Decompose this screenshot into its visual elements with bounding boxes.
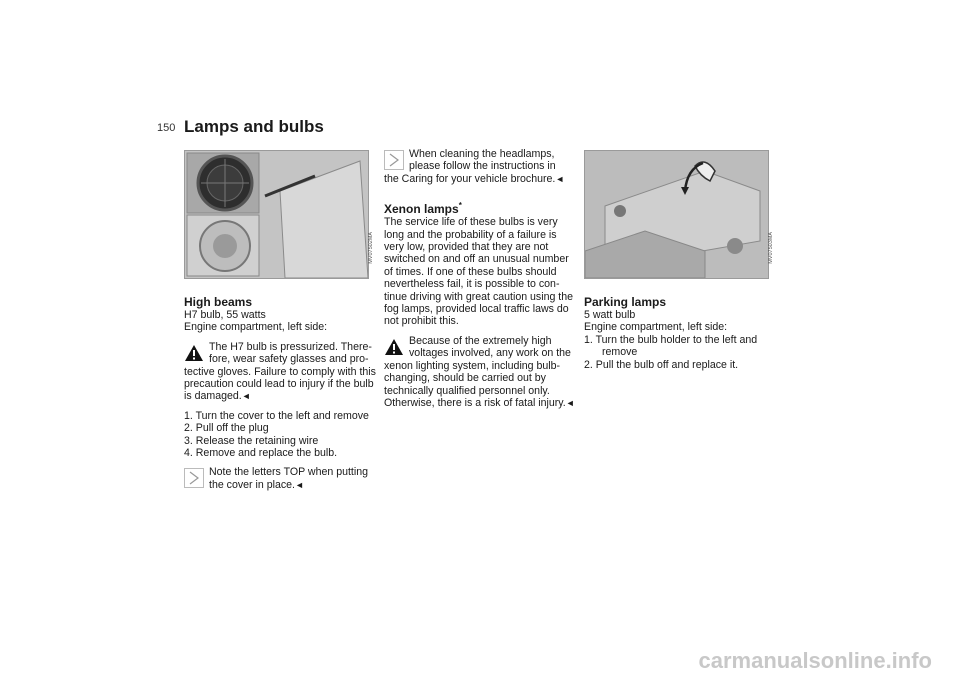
high-beam-photo (184, 150, 369, 279)
warning-line-1: The H7 bulb is pressurized. There- (209, 340, 372, 353)
top-letters-note (184, 466, 379, 491)
end-mark: ◄ (555, 173, 565, 184)
page-number: 150 (157, 122, 176, 134)
xenon-lamps-heading (384, 199, 577, 216)
photo-code: MV07503MA (768, 232, 774, 264)
list-item: 1. Turn the bulb holder to the left and remove (584, 333, 758, 359)
parking-lamps-spec: 5 watt bulb (584, 309, 636, 321)
xenon-warning (384, 335, 577, 409)
engine-bay-illustration (585, 151, 768, 278)
note-line-2: the cover in place. (209, 478, 295, 491)
high-beams-heading: High beams (184, 295, 253, 309)
warning-icon (184, 343, 204, 363)
warning-text: xenon lighting system, including bulb-changing, should be carried out by technically qualified personnel only. Otherwise, there is a risk of fatal injury. (384, 359, 566, 409)
high-beams-spec: H7 bulb, 55 watts (184, 309, 266, 321)
warning-line-2: fore, wear safety glasses and pro- (209, 353, 369, 366)
high-beams-warning (184, 341, 379, 403)
parking-lamps-location: Engine compartment, left side: (584, 321, 728, 334)
right-column (584, 295, 779, 371)
engine-bay-illustration (185, 151, 368, 278)
high-beams-location: Engine compartment, left side: (184, 321, 328, 334)
note-arrow-icon (184, 468, 204, 488)
note-arrow-icon (384, 150, 404, 170)
note-line-1: When cleaning the headlamps, (409, 148, 555, 160)
left-column (184, 295, 379, 491)
parking-lamps-heading: Parking lamps (584, 295, 667, 309)
xenon-lamps-body: The service life of these bulbs is very long and the probability of a failure is very low, provided that they are not switched on and off an unusual number of times. If one of these bulbs should nevertheless fail, it is possible to con-tinue driving with great caution using the fog lamps, provided local traffic laws do not prohibit this. (384, 216, 574, 328)
high-beams-steps (184, 410, 379, 460)
middle-column (384, 148, 577, 409)
headlamp-cleaning-note (384, 148, 577, 185)
parking-lamps-steps (584, 334, 779, 371)
end-mark: ◄ (565, 397, 575, 408)
page-title: Lamps and bulbs (184, 117, 324, 136)
option-star: * (458, 201, 462, 211)
note-line-1: Note the letters TOP when putting (209, 466, 369, 479)
warning-line-2: voltages involved, any work on the (409, 347, 571, 360)
photo-code: MV07502MA (368, 232, 374, 264)
note-line-2: please follow the instructions in (409, 160, 556, 173)
warning-line-1: Because of the extremely high (409, 334, 552, 347)
xenon-heading-text: Xenon lamps (384, 202, 459, 217)
list-item: 2. Pull off the plug (184, 422, 269, 435)
list-item: 2. Pull the bulb off and replace it. (584, 358, 739, 371)
list-item: 1. Turn the cover to the left and remove (184, 409, 369, 422)
list-item: 4. Remove and replace the bulb. (184, 447, 338, 460)
watermark-footer: carmanualsonline.info (698, 648, 932, 673)
warning-text: tective gloves. Failure to comply with this precaution could lead to injury if the bulb is damaged. (184, 365, 376, 403)
end-mark: ◄ (241, 391, 251, 402)
list-item: 3. Release the retaining wire (184, 434, 319, 447)
note-text: the Caring for your vehicle brochure. (384, 172, 556, 185)
warning-icon (384, 337, 404, 357)
parking-lamp-photo (584, 150, 769, 279)
end-mark: ◄ (294, 479, 304, 490)
